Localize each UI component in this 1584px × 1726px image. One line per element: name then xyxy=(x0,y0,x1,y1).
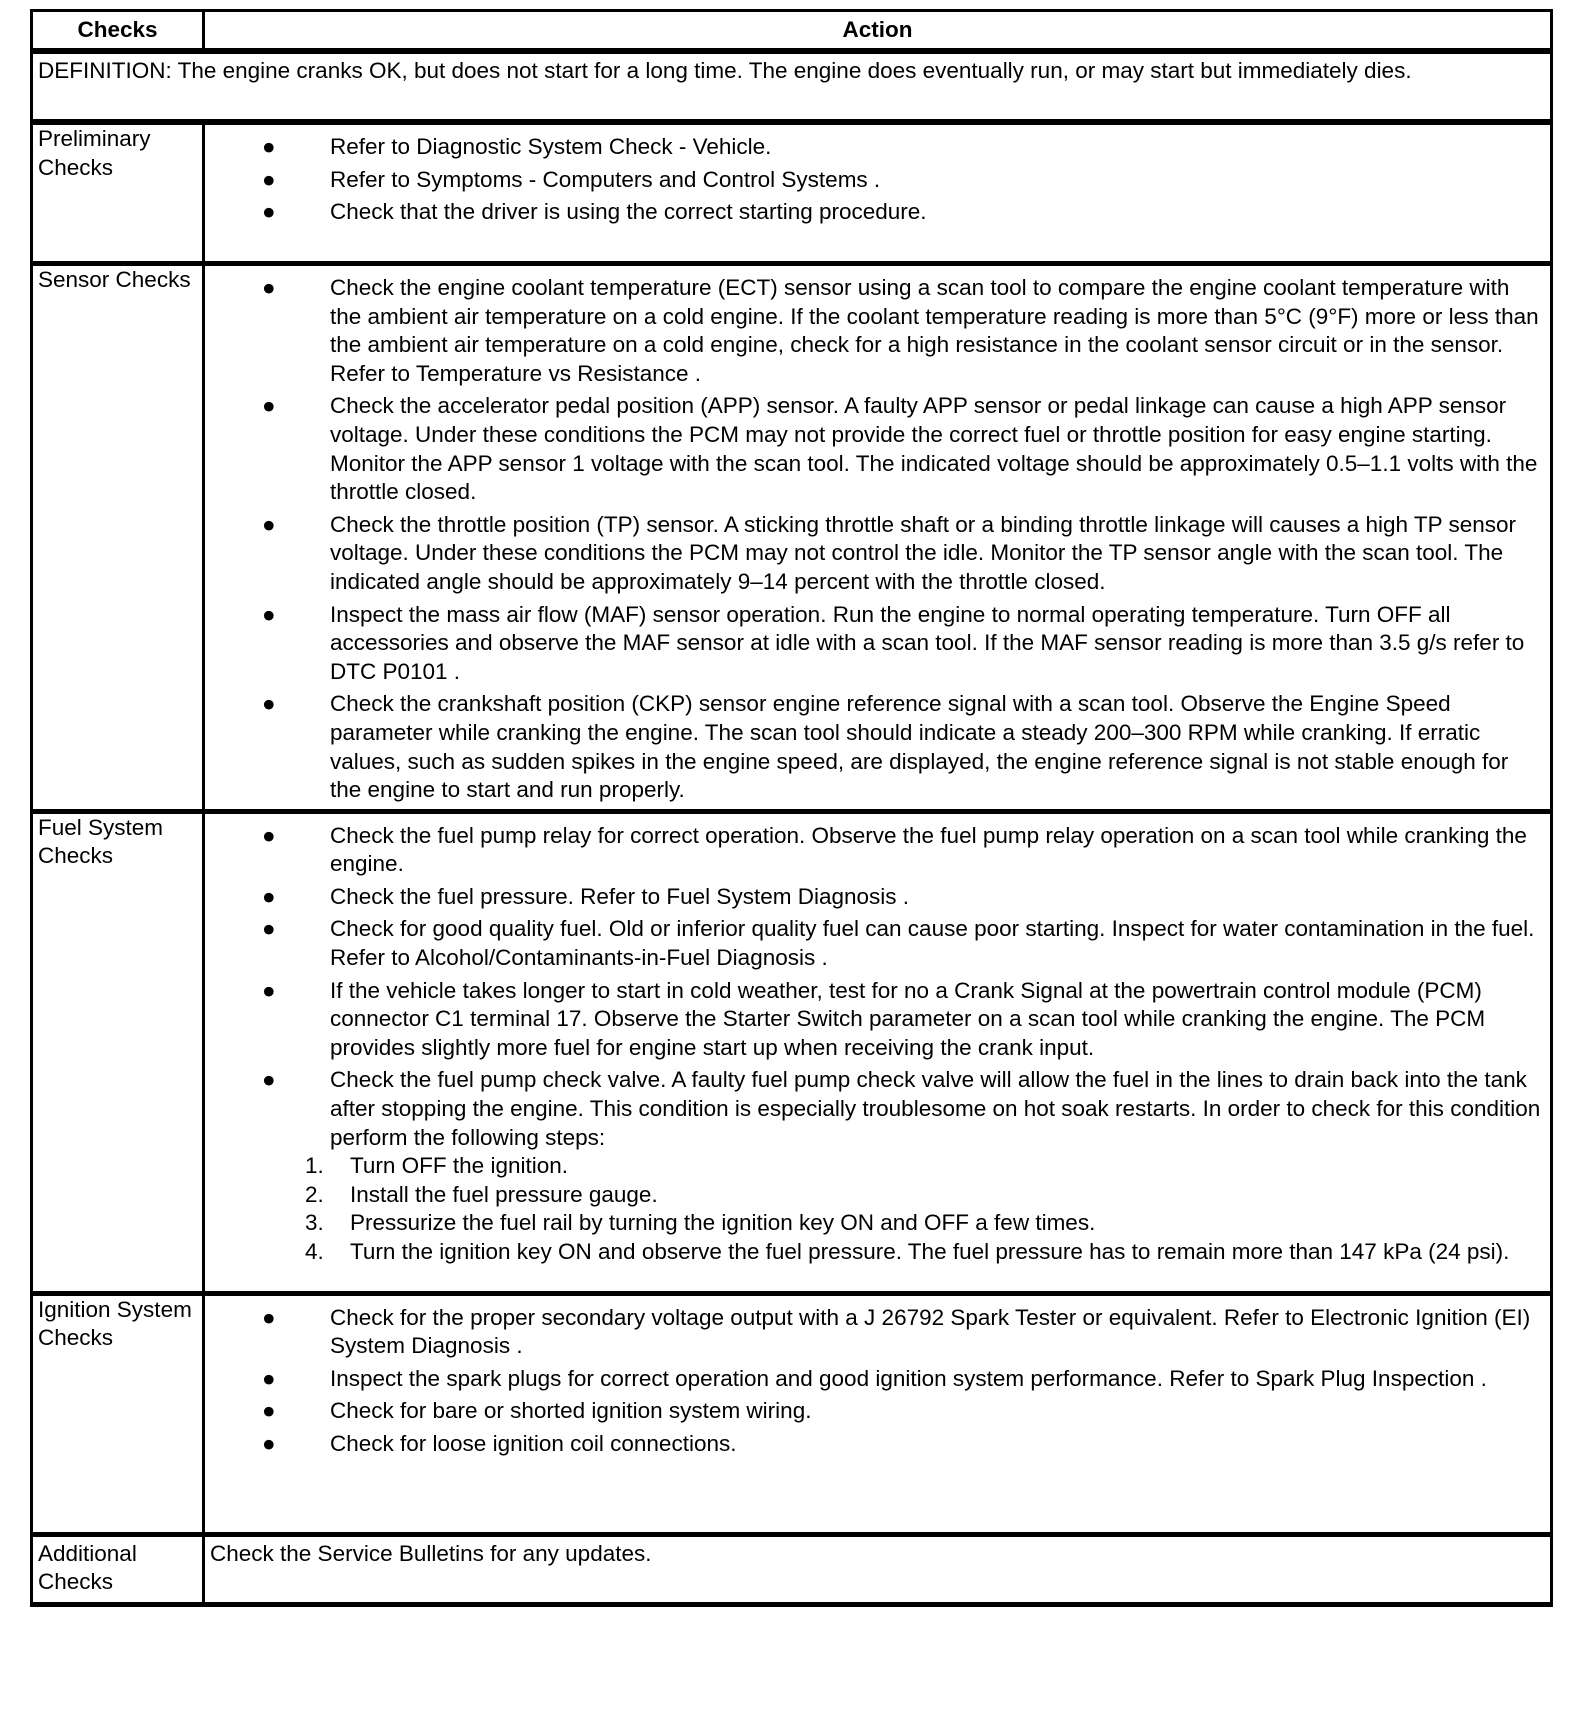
list-item-text: Refer to Symptoms - Computers and Control Systems . xyxy=(330,166,881,192)
bullet-icon: ● xyxy=(262,393,276,419)
step-item xyxy=(305,1238,1545,1267)
bullet-icon: ● xyxy=(262,275,276,300)
step-number: 4. xyxy=(305,1239,324,1264)
definition-text: DEFINITION: The engine cranks OK, but does not start for a long time. The engine does eventually run, or may start but immediately dies. xyxy=(32,51,1552,122)
bullet-list xyxy=(210,1296,1545,1459)
list-item xyxy=(210,1365,1545,1394)
bullet-list xyxy=(210,125,1545,227)
bullet-icon: ● xyxy=(262,1304,276,1330)
step-number: 2. xyxy=(305,1181,324,1207)
list-item-text: Check for the proper secondary voltage output with a J 26792 Spark Tester or equivalent. Refer to Electronic Ignition (EI) System Diagnosis . xyxy=(330,1304,1531,1359)
additional-text: Check the Service Bulletins for any updates. xyxy=(204,1534,1552,1604)
section-label: Preliminary Checks xyxy=(32,122,204,264)
header-row xyxy=(32,11,1552,52)
step-text: Install the fuel pressure gauge. xyxy=(350,1181,658,1207)
list-item-text: Inspect the spark plugs for correct operation and good ignition system performance. Refer to Spark Plug Inspection . xyxy=(330,1365,1487,1391)
sensor-checks-row xyxy=(32,264,1552,812)
section-label: Ignition System Checks xyxy=(32,1293,204,1534)
list-item xyxy=(210,511,1545,597)
list-item-text: Refer to Diagnostic System Check - Vehicle. xyxy=(330,134,772,159)
list-item-text: Check the fuel pump check valve. A faulty fuel pump check valve will allow the fuel in the lines to drain back into the tank after stopping the engine. This condition is especially troublesome on hot soak restarts. In order to check for this condition perform the following steps: xyxy=(330,1067,1541,1150)
step-number: 3. xyxy=(305,1210,324,1236)
list-item xyxy=(210,166,1545,195)
bullet-icon: ● xyxy=(262,1398,276,1424)
list-item-text: If the vehicle takes longer to start in cold weather, test for no a Crank Signal at the powertrain control module (PCM) connector C1 terminal 17. Observe the Starter Switch parameter on a scan tool while cranking the engine. The PCM provides slightly more fuel for engine start up when receiving the crank input. xyxy=(330,977,1486,1060)
checks-header: Checks xyxy=(32,11,204,52)
list-item-text: Check the accelerator pedal position (APP) sensor. A faulty APP sensor or pedal linkage can cause a high APP sensor voltage. Under these conditions the PCM may not provide the correct fuel or throttle position for easy engine starting. Monitor the APP sensor 1 voltage with the scan tool. The indicated voltage should be approximately 0.5–1.1 volts with the throttle closed. xyxy=(330,393,1538,505)
list-item xyxy=(210,198,1545,227)
diagnostic-table xyxy=(30,9,1553,1607)
list-item-text: Check for bare or shorted ignition system wiring. xyxy=(330,1398,812,1424)
section-label: Additional Checks xyxy=(32,1534,204,1604)
list-item-text: Inspect the mass air flow (MAF) sensor operation. Run the engine to normal operating temperature. Turn OFF all accessories and observe the MAF sensor at idle with a scan tool. If the MAF sensor reading is more than 3.5 g/s refer to DTC P0101 . xyxy=(330,601,1525,684)
section-label: Fuel System Checks xyxy=(32,811,204,1293)
step-item xyxy=(305,1181,1545,1210)
list-item xyxy=(210,690,1545,804)
bullet-icon: ● xyxy=(262,511,276,537)
list-item-text: Check the crankshaft position (CKP) sensor engine reference signal with a scan tool. Observe the Engine Speed parameter while cranking the engine. The scan tool should indicate a steady 200–300 RPM while cranking. If erratic values, such as sudden spikes in the engine speed, are displayed, the engine reference signal is not stable enough for the engine to start and run properly. xyxy=(330,691,1509,803)
list-item xyxy=(210,883,1545,912)
bullet-icon: ● xyxy=(262,199,276,225)
list-item-text: Check for good quality fuel. Old or inferior quality fuel can cause poor starting. Inspect for water contamination in the fuel. Refer to Alcohol/Contaminants-in-Fuel Diagnosis . xyxy=(330,916,1535,971)
bullet-list xyxy=(210,266,1545,805)
section-label: Sensor Checks xyxy=(32,264,204,812)
list-item xyxy=(210,601,1545,687)
step-text: Turn the ignition key ON and observe the fuel pressure. The fuel pressure has to remain more than 147 kPa (24 psi). xyxy=(350,1239,1510,1264)
bullet-icon: ● xyxy=(262,1365,276,1391)
list-item xyxy=(210,1066,1545,1152)
ignition-system-checks-row xyxy=(32,1293,1552,1534)
list-item-text: Check for loose ignition coil connections. xyxy=(330,1431,737,1457)
bullet-icon: ● xyxy=(262,134,276,159)
fuel-system-checks-row xyxy=(32,811,1552,1293)
additional-checks-row xyxy=(32,1534,1552,1604)
bullet-list xyxy=(210,814,1545,1153)
list-item-text: Check the throttle position (TP) sensor. A sticking throttle shaft or a binding throttle linkage will causes a high TP sensor voltage. Under these conditions the PCM may not control the idle. Monitor the TP sensor angle with the scan tool. The indicated angle should be approximately 9–14 percent with the throttle closed. xyxy=(330,511,1517,594)
list-item-text: Check the engine coolant temperature (ECT) sensor using a scan tool to compare the engine coolant temperature with the ambient air temperature on a cold engine. If the coolant temperature reading is more than 5°C (9°F) more or less than the ambient air temperature on a cold engine, check for a high resistance in the coolant sensor circuit or in the sensor. Refer to Temperature vs Resistance . xyxy=(330,275,1539,386)
bullet-icon: ● xyxy=(262,977,276,1003)
list-item xyxy=(210,392,1545,506)
list-item xyxy=(210,1430,1545,1459)
step-item xyxy=(305,1209,1545,1238)
step-text: Turn OFF the ignition. xyxy=(350,1153,569,1179)
list-item-text: Check that the driver is using the correct starting procedure. xyxy=(330,199,927,225)
list-item xyxy=(210,1397,1545,1426)
bullet-icon: ● xyxy=(262,601,276,627)
bullet-icon: ● xyxy=(262,691,276,717)
bullet-icon: ● xyxy=(262,916,276,942)
step-text: Pressurize the fuel rail by turning the ignition key ON and OFF a few times. xyxy=(350,1210,1096,1236)
bullet-icon: ● xyxy=(262,822,276,848)
list-item xyxy=(210,1304,1545,1361)
bullet-icon: ● xyxy=(262,166,276,192)
list-item xyxy=(210,822,1545,879)
list-item xyxy=(210,915,1545,972)
list-item-text: Check the fuel pressure. Refer to Fuel System Diagnosis . xyxy=(330,883,910,909)
definition-row xyxy=(32,51,1552,122)
step-item xyxy=(305,1152,1545,1181)
action-header: Action xyxy=(204,11,1552,52)
bullet-icon: ● xyxy=(262,883,276,909)
preliminary-checks-row xyxy=(32,122,1552,264)
list-item xyxy=(210,977,1545,1063)
list-item-text: Check the fuel pump relay for correct operation. Observe the fuel pump relay operation on a scan tool while cranking the engine. xyxy=(330,822,1527,877)
step-list xyxy=(305,1152,1545,1266)
bullet-icon: ● xyxy=(262,1431,276,1457)
bullet-icon: ● xyxy=(262,1067,276,1093)
list-item xyxy=(210,274,1545,388)
step-number: 1. xyxy=(305,1153,324,1179)
list-item xyxy=(210,133,1545,162)
